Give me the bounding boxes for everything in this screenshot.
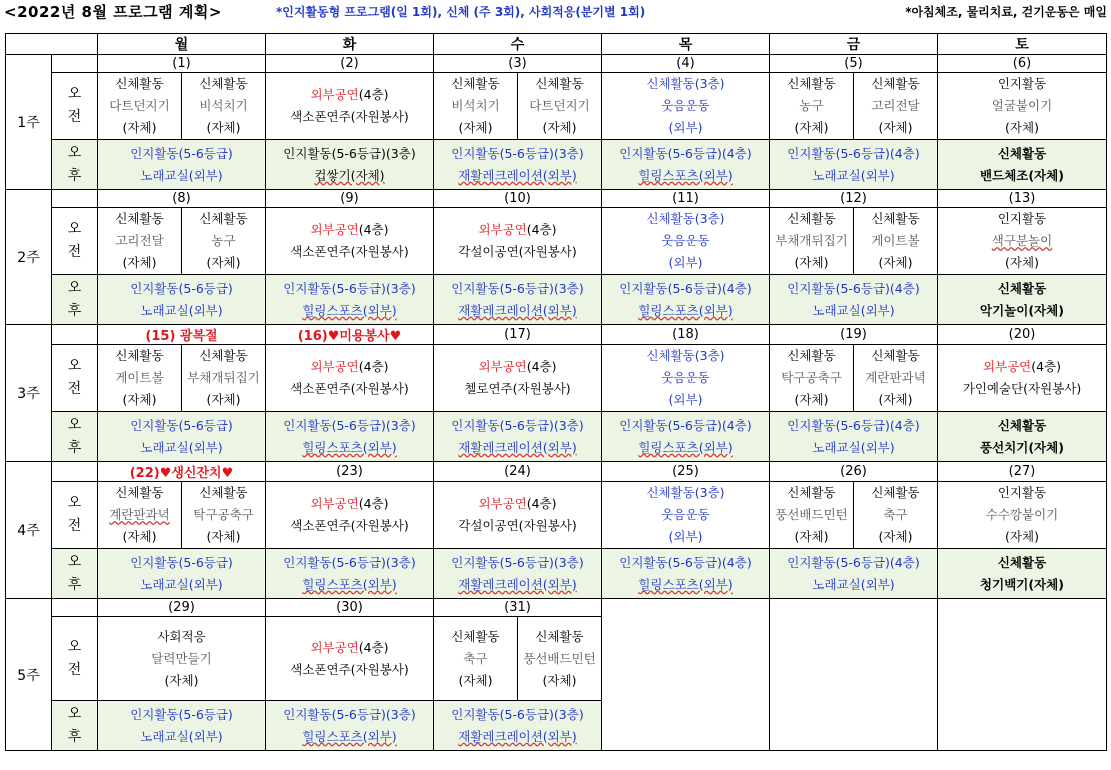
activity-cell: 신체활동 탁구공축구 (자체) [770,345,854,412]
activity-cell: 인지활동(5-6등급)(4층) 노래교실(외부) [770,412,938,462]
day-header-wed: 수 [434,34,602,55]
activity-cell: 인지활동 수수깡붙이기 (자체) [938,482,1107,549]
date-cell: (31) [434,599,602,617]
date-cell: (1) [98,55,266,73]
activity-cell: 신체활동(3층) 웃음운동 (외부) [602,73,770,140]
am-row [6,345,1107,412]
activity-cell: 인지활동 얼굴붙이기 (자체) [938,73,1107,140]
activity-cell: 신체활동 악기놀이(자체) [938,275,1107,325]
activity-cell: 신체활동 탁구공축구 (자체) [182,482,266,549]
activity-cell: 인지활동(5-6등급)(3층) 재활레크레이션(외부) [434,549,602,599]
activity-cell: 신체활동 풍선배드민턴 (자체) [770,482,854,549]
activity-cell: 신체활동 부채개뒤집기 (자체) [770,208,854,275]
am-label: 오 전 [52,482,98,549]
day-header-fri: 금 [770,34,938,55]
date-cell: (27) [938,462,1107,482]
activity-cell: 신체활동 풍선치기(자체) [938,412,1107,462]
date-cell: (8) [98,190,266,208]
date-cell: (2) [266,55,434,73]
date-cell-holiday: (15) 광복절 [98,325,266,345]
date-cell: (5) [770,55,938,73]
day-header-sat: 토 [938,34,1107,55]
date-cell: (23) [266,462,434,482]
am-row [6,208,1107,275]
week-label: 2주 [6,190,52,325]
pm-label: 오 후 [52,701,98,751]
pm-row [6,412,1107,462]
week-label: 3주 [6,325,52,462]
activity-cell: 인지활동(5-6등급)(4층) 힐링스포츠(외부) [602,275,770,325]
activity-cell: 신체활동 풍선배드민턴 (자체) [518,617,602,701]
activity-cell: 신체활동 계란판과녁 (자체) [98,482,182,549]
date-row [6,190,1107,208]
activity-cell: 신체활동 농구 (자체) [182,208,266,275]
week-label: 5주 [6,599,52,751]
activity-cell: 인지활동(5-6등급)(4층) 노래교실(외부) [770,140,938,190]
activity-cell: 인지활동 색구분놀이 (자체) [938,208,1107,275]
empty-cell [938,599,1107,751]
day-header-mon: 월 [98,34,266,55]
date-cell-event: (22)♥생신잔치♥ [98,462,266,482]
date-row [6,462,1107,482]
activity-cell: 신체활동 게이트볼 (자체) [98,345,182,412]
activity-cell: 인지활동(5-6등급) 노래교실(외부) [98,701,266,751]
week-label: 4주 [6,462,52,599]
date-cell: (3) [434,55,602,73]
activity-cell: 인지활동(5-6등급)(3층) 재활레크레이션(외부) [434,701,602,751]
date-cell: (11) [602,190,770,208]
date-spacer [52,462,98,482]
corner-cell [6,34,98,55]
schedule-table [5,33,1107,751]
date-spacer [52,599,98,617]
activity-cell: 인지활동(5-6등급)(4층) 힐링스포츠(외부) [602,549,770,599]
activity-cell: 인지활동(5-6등급)(3층) 힐링스포츠(외부) [266,549,434,599]
empty-cell [602,599,770,751]
date-row [6,55,1107,73]
am-label: 오 전 [52,208,98,275]
pm-label: 오 후 [52,140,98,190]
activity-cell: 신체활동 비석치기 (자체) [434,73,518,140]
pm-label: 오 후 [52,549,98,599]
activity-cell: 외부공연(4층) 색소폰연주(자원봉사) [266,617,434,701]
date-cell: (26) [770,462,938,482]
activity-cell: 신체활동 고리전달 (자체) [98,208,182,275]
activity-cell: 신체활동(3층) 웃음운동 (외부) [602,208,770,275]
pm-row [6,140,1107,190]
activity-cell: 인지활동(5-6등급)(4층) 노래교실(외부) [770,549,938,599]
am-label: 오 전 [52,617,98,701]
date-cell: (18) [602,325,770,345]
am-label: 오 전 [52,345,98,412]
activity-cell: 인지활동(5-6등급)(3층) 힐링스포츠(외부) [266,412,434,462]
activity-cell: 신체활동 청기백기(자체) [938,549,1107,599]
day-header-thu: 목 [602,34,770,55]
activity-cell: 인지활동(5-6등급)(3층) 재활레크레이션(외부) [434,412,602,462]
activity-cell: 인지활동(5-6등급)(3층) 컵쌓기(자체) [266,140,434,190]
day-header-row [6,34,1107,55]
date-cell: (13) [938,190,1107,208]
pm-label: 오 후 [52,412,98,462]
activity-cell: 인지활동(5-6등급)(3층) 재활레크레이션(외부) [434,140,602,190]
pm-label: 오 후 [52,275,98,325]
pm-row [6,275,1107,325]
activity-cell: 신체활동 다트던지기 (자체) [518,73,602,140]
activity-cell: 신체활동 다트던지기 (자체) [98,73,182,140]
activity-cell: 외부공연(4층) 각설이공연(자원봉사) [434,208,602,275]
activity-cell: 인지활동(5-6등급) 노래교실(외부) [98,549,266,599]
date-spacer [52,325,98,345]
date-cell: (24) [434,462,602,482]
activity-cell: 인지활동(5-6등급)(4층) 힐링스포츠(외부) [602,412,770,462]
date-cell: (10) [434,190,602,208]
date-cell: (25) [602,462,770,482]
activity-cell: 인지활동(5-6등급) 노래교실(외부) [98,412,266,462]
week-label: 1주 [6,55,52,190]
activity-cell: 외부공연(4층) 색소폰연주(자원봉사) [266,208,434,275]
activity-cell: 인지활동(5-6등급) 노래교실(외부) [98,140,266,190]
date-spacer [52,190,98,208]
activity-cell: 외부공연(4층) 가인예술단(자원봉사) [938,345,1107,412]
am-row [6,73,1107,140]
activity-cell: 신체활동 계란판과녁 (자체) [854,345,938,412]
date-cell: (30) [266,599,434,617]
activity-cell: 인지활동(5-6등급)(4층) 노래교실(외부) [770,275,938,325]
page-title: <2022년 8월 프로그램 계획> [4,3,222,21]
activity-cell: 신체활동 부채개뒤집기 (자체) [182,345,266,412]
activity-cell: 외부공연(4층) 각설이공연(자원봉사) [434,482,602,549]
activity-cell: 인지활동(5-6등급)(4층) 힐링스포츠(외부) [602,140,770,190]
date-cell: (20) [938,325,1107,345]
activity-cell: 외부공연(4층) 색소폰연주(자원봉사) [266,345,434,412]
activity-cell: 신체활동 밴드체조(자체) [938,140,1107,190]
date-cell: (12) [770,190,938,208]
date-cell: (4) [602,55,770,73]
date-cell-event: (16)♥미용봉사♥ [266,325,434,345]
activity-cell: 신체활동 농구 (자체) [770,73,854,140]
date-row [6,599,1107,617]
activity-cell: 외부공연(4층) 색소폰연주(자원봉사) [266,73,434,140]
activity-cell: 신체활동 고리전달 (자체) [854,73,938,140]
date-cell: (6) [938,55,1107,73]
activity-cell: 사회적응 달력만들기 (자체) [98,617,266,701]
program-frequency-note: *인지활동형 프로그램(일 1회), 신체 (주 3회), 사회적응(분기별 1회) [276,5,646,19]
activity-cell: 인지활동(5-6등급)(3층) 힐링스포츠(외부) [266,701,434,751]
activity-cell: 신체활동 축구 (자체) [434,617,518,701]
am-label: 오 전 [52,73,98,140]
activity-cell: 외부공연(4층) 첼로연주(자원봉사) [434,345,602,412]
date-cell: (9) [266,190,434,208]
empty-cell [770,599,938,751]
activity-cell: 인지활동(5-6등급)(3층) 재활레크레이션(외부) [434,275,602,325]
activity-cell: 신체활동 비석치기 (자체) [182,73,266,140]
pm-row [6,549,1107,599]
am-row [6,482,1107,549]
activity-cell: 신체활동 축구 (자체) [854,482,938,549]
date-cell: (29) [98,599,266,617]
date-row [6,325,1107,345]
daily-activities-note: *아침체조, 물리치료, 걷기운동은 매일 [905,5,1107,19]
date-cell: (17) [434,325,602,345]
activity-cell: 인지활동(5-6등급) 노래교실(외부) [98,275,266,325]
activity-cell: 신체활동 게이트볼 (자체) [854,208,938,275]
date-spacer [52,55,98,73]
day-header-tue: 화 [266,34,434,55]
date-cell: (19) [770,325,938,345]
activity-cell: 인지활동(5-6등급)(3층) 힐링스포츠(외부) [266,275,434,325]
activity-cell: 외부공연(4층) 색소폰연주(자원봉사) [266,482,434,549]
activity-cell: 신체활동(3층) 웃음운동 (외부) [602,482,770,549]
activity-cell: 신체활동(3층) 웃음운동 (외부) [602,345,770,412]
